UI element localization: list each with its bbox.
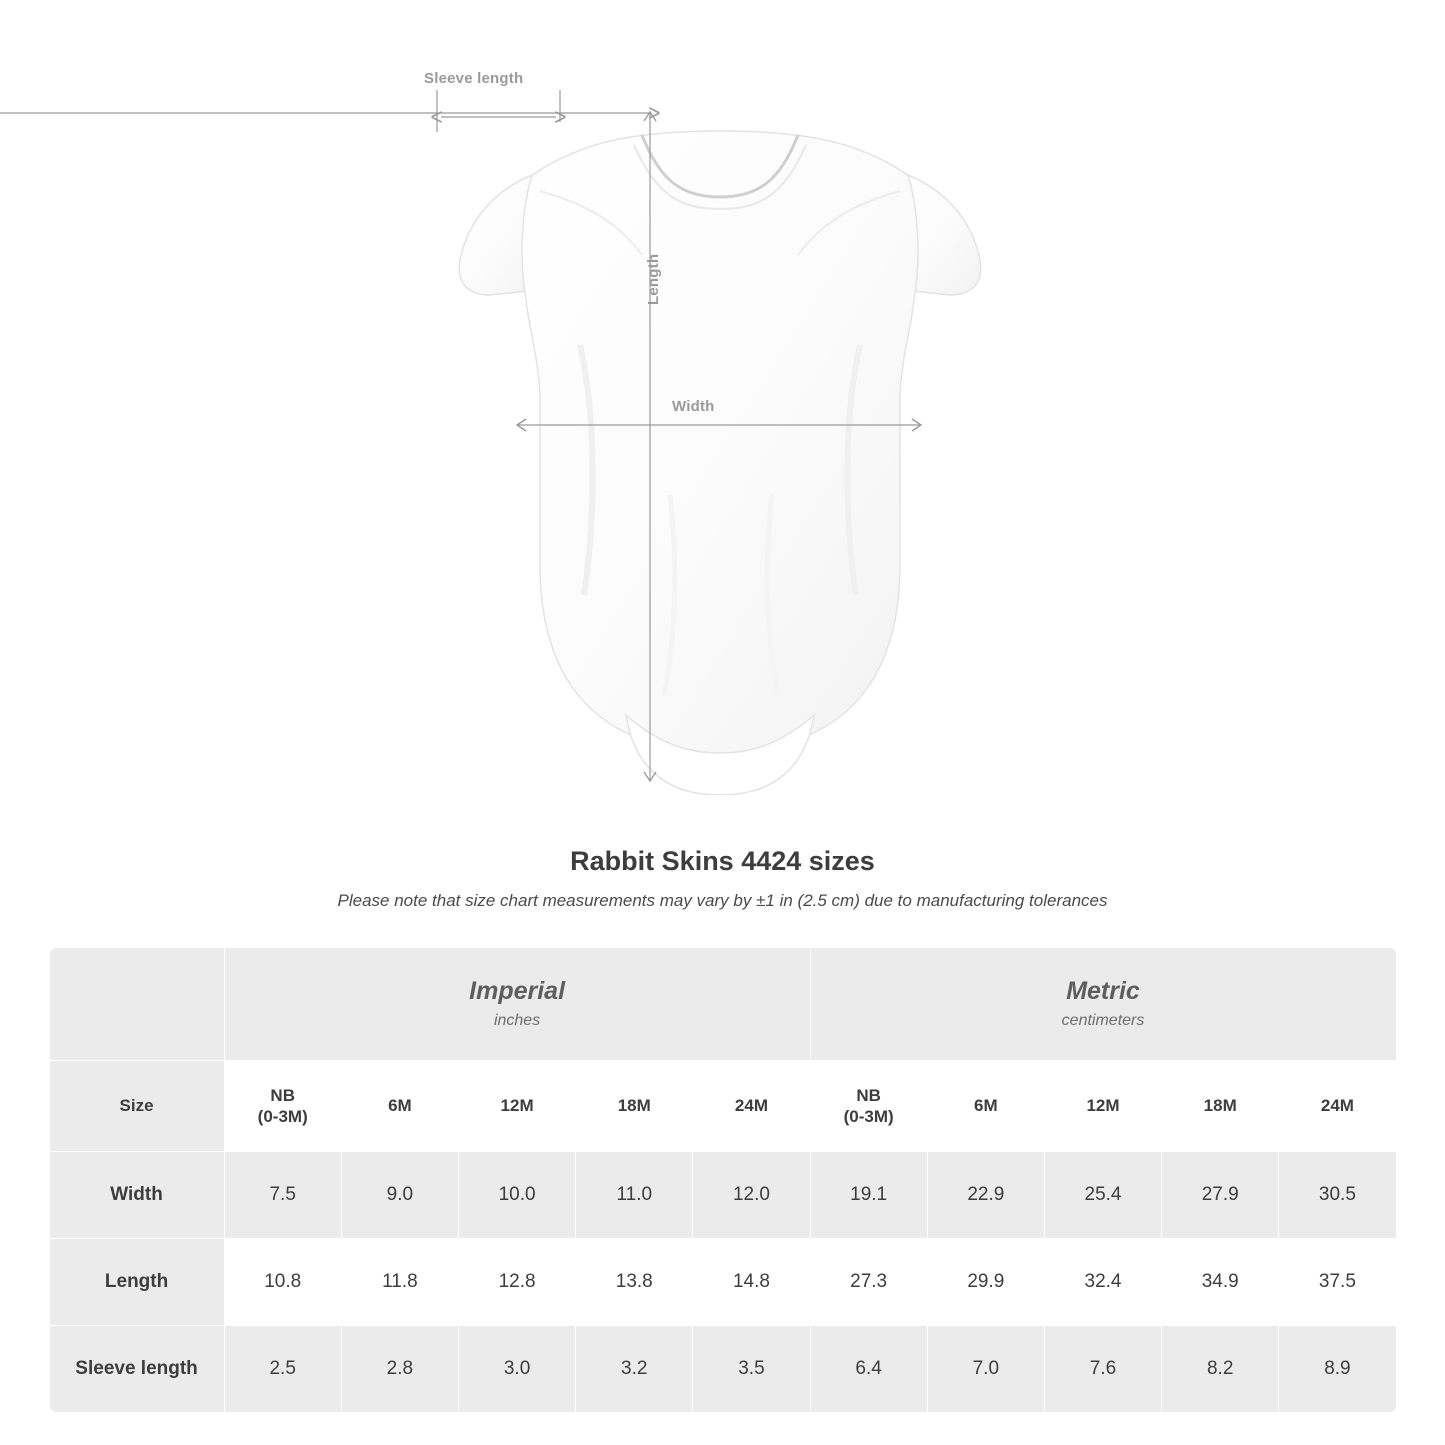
- size-chart-table-wrapper: [49, 947, 1397, 1413]
- column-header-metric-12m: [1044, 1061, 1161, 1152]
- column-header-row: [49, 1061, 1396, 1152]
- cell-sleeve-imperial-nb: 2.5: [224, 1326, 341, 1413]
- cell-length-metric-24m: 37.5: [1279, 1239, 1396, 1326]
- column-header-imperial-24m: [693, 1061, 810, 1152]
- column-header-main: 6M: [974, 1096, 998, 1116]
- cell-sleeve-metric-nb: 6.4: [810, 1326, 927, 1413]
- length-guide-label: Length: [645, 253, 662, 305]
- unit-group-metric-sub: centimeters: [1061, 1011, 1145, 1029]
- row-label-sleeve-length: Sleeve length: [49, 1326, 224, 1413]
- column-header-imperial-18m: [576, 1061, 693, 1152]
- cell-length-imperial-18m: 13.8: [576, 1239, 693, 1326]
- cell-length-imperial-12m: 12.8: [458, 1239, 575, 1326]
- column-header-main: 24M: [734, 1096, 768, 1116]
- cell-width-metric-24m: 30.5: [1279, 1152, 1396, 1239]
- cell-sleeve-imperial-12m: 3.0: [458, 1326, 575, 1413]
- column-header-main: NB: [856, 1085, 881, 1105]
- column-header-sub: (0-3M): [257, 1107, 308, 1126]
- cell-length-metric-18m: 34.9: [1162, 1239, 1279, 1326]
- cell-width-imperial-nb: 7.5: [224, 1152, 341, 1239]
- size-chart-table: [49, 947, 1397, 1413]
- column-header-main: 12M: [1086, 1096, 1120, 1116]
- unit-group-metric: [810, 948, 1396, 1061]
- unit-group-imperial-sub: inches: [493, 1011, 541, 1029]
- cell-width-imperial-18m: 11.0: [576, 1152, 693, 1239]
- cell-sleeve-metric-18m: 8.2: [1162, 1326, 1279, 1413]
- sleeve-length-guide-label: Sleeve length: [424, 70, 524, 87]
- cell-length-imperial-nb: 10.8: [224, 1239, 341, 1326]
- column-header-metric-6m: [927, 1061, 1044, 1152]
- cell-width-imperial-12m: 10.0: [458, 1152, 575, 1239]
- column-header-metric-nb: [810, 1061, 927, 1152]
- column-header-imperial-12m: [458, 1061, 575, 1152]
- column-header-main: NB: [270, 1085, 295, 1105]
- row-header-size: Size: [49, 1061, 224, 1152]
- row-label-width: Width: [49, 1152, 224, 1239]
- column-header-imperial-nb: [224, 1061, 341, 1152]
- page-title: Rabbit Skins 4424 sizes: [570, 846, 875, 876]
- cell-width-imperial-24m: 12.0: [693, 1152, 810, 1239]
- column-header-metric-24m: [1279, 1061, 1396, 1152]
- title-block: [0, 846, 1445, 911]
- unit-group-imperial-name: Imperial: [469, 977, 566, 1006]
- cell-sleeve-metric-6m: 7.0: [927, 1326, 1044, 1413]
- cell-width-metric-nb: 19.1: [810, 1152, 927, 1239]
- unit-row-spacer: [49, 948, 224, 1061]
- cell-sleeve-imperial-24m: 3.5: [693, 1326, 810, 1413]
- cell-sleeve-imperial-6m: 2.8: [341, 1326, 458, 1413]
- cell-width-imperial-6m: 9.0: [341, 1152, 458, 1239]
- column-header-main: 18M: [617, 1096, 651, 1116]
- cell-length-metric-12m: 32.4: [1044, 1239, 1161, 1326]
- cell-length-metric-nb: 27.3: [810, 1239, 927, 1326]
- tolerance-note: Please note that size chart measurements may vary by ±1 in (2.5 cm) due to manufacturing tolerances: [337, 891, 1108, 910]
- table-row: [49, 1326, 1396, 1413]
- cell-sleeve-imperial-18m: 3.2: [576, 1326, 693, 1413]
- column-header-main: 24M: [1320, 1096, 1354, 1116]
- width-guide-label: Width: [672, 398, 715, 415]
- cell-sleeve-metric-12m: 7.6: [1044, 1326, 1161, 1413]
- table-row: [49, 1239, 1396, 1326]
- row-label-length: Length: [49, 1239, 224, 1326]
- unit-group-row: [49, 948, 1396, 1061]
- unit-group-metric-name: Metric: [1066, 977, 1140, 1006]
- unit-group-imperial: [224, 948, 810, 1061]
- column-header-main: 6M: [388, 1096, 412, 1116]
- cell-length-metric-6m: 29.9: [927, 1239, 1044, 1326]
- cell-width-metric-18m: 27.9: [1162, 1152, 1279, 1239]
- cell-sleeve-metric-24m: 8.9: [1279, 1326, 1396, 1413]
- cell-width-metric-6m: 22.9: [927, 1152, 1044, 1239]
- column-header-imperial-6m: [341, 1061, 458, 1152]
- cell-length-imperial-24m: 14.8: [693, 1239, 810, 1326]
- column-header-main: 12M: [500, 1096, 534, 1116]
- table-row: [49, 1152, 1396, 1239]
- column-header-main: 18M: [1203, 1096, 1237, 1116]
- column-header-sub: (0-3M): [843, 1107, 894, 1126]
- cell-length-imperial-6m: 11.8: [341, 1239, 458, 1326]
- column-header-metric-18m: [1162, 1061, 1279, 1152]
- cell-width-metric-12m: 25.4: [1044, 1152, 1161, 1239]
